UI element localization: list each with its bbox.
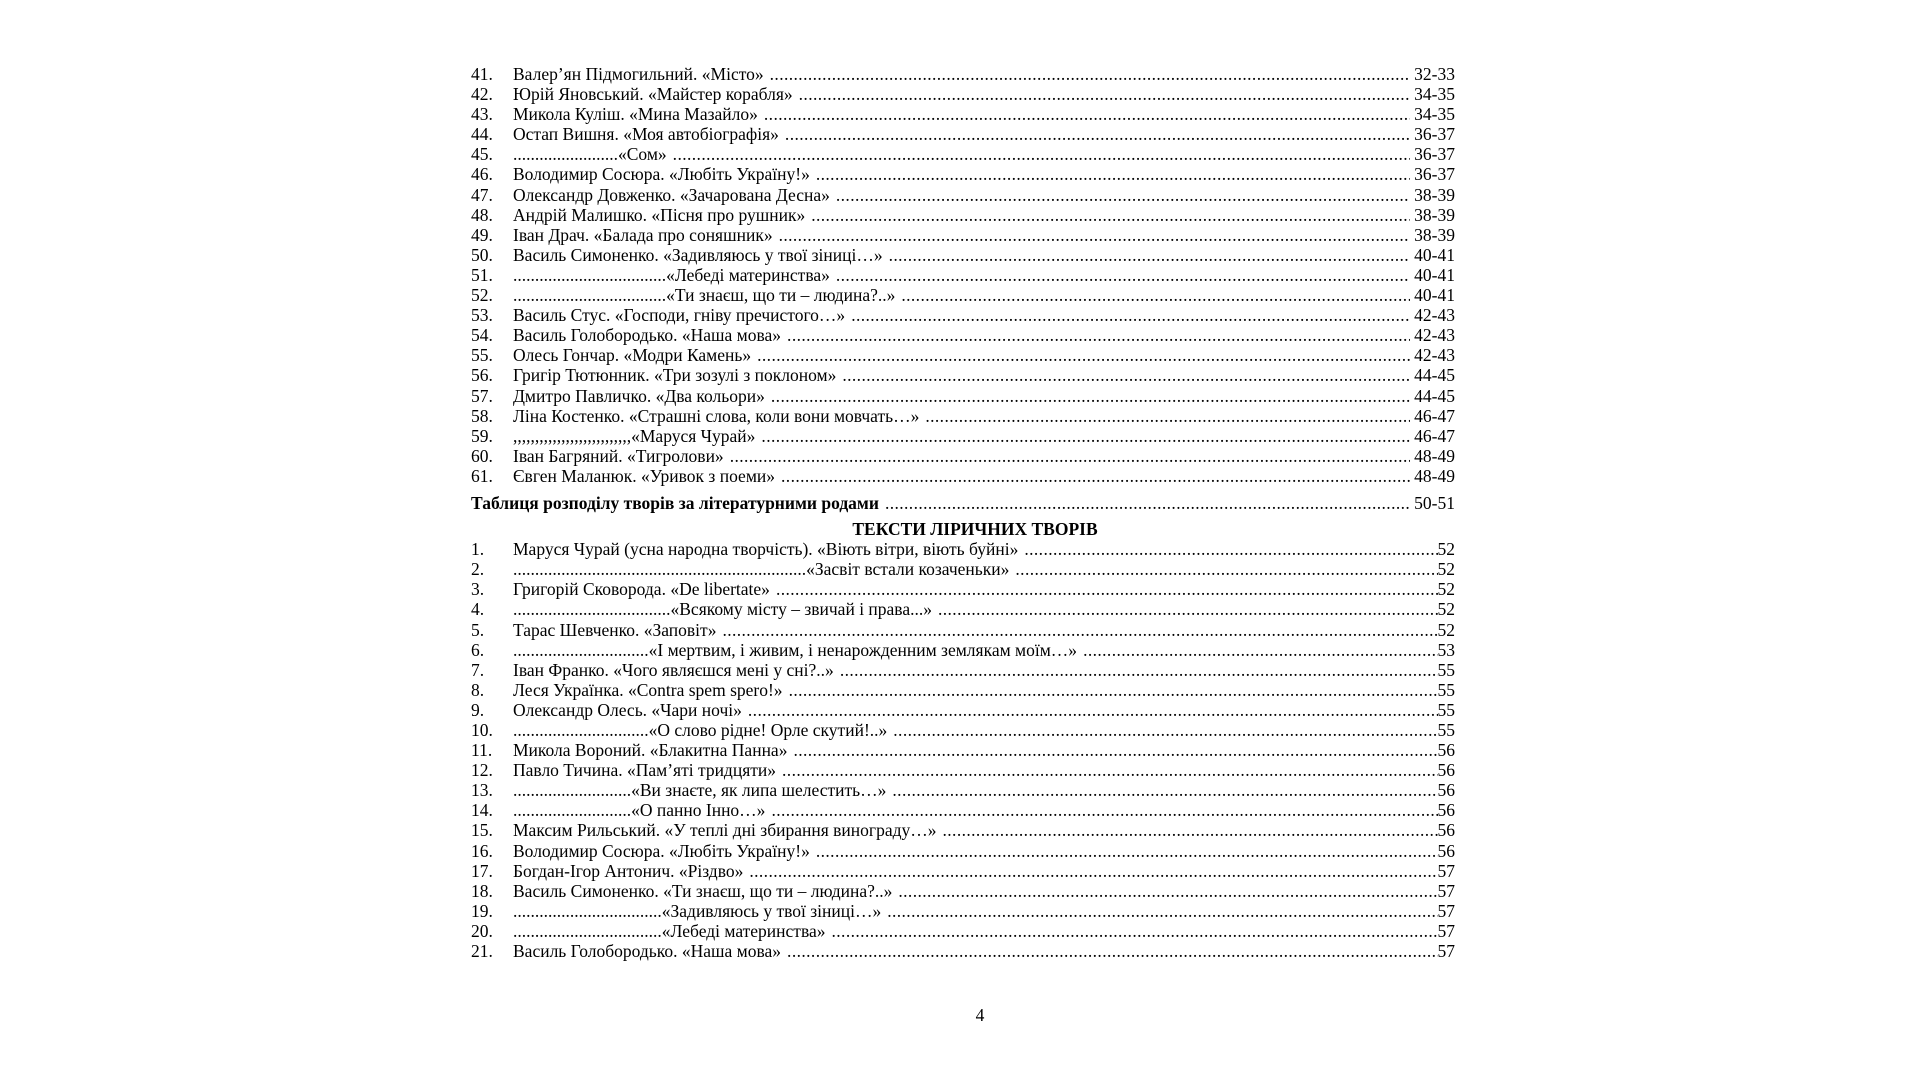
table-of-contents <box>471 64 1455 961</box>
toc-entry-title: Василь Симоненко. «Задивляюсь у твої зіниці…» <box>513 244 883 265</box>
dot-leader <box>722 620 1437 640</box>
toc-entry-title: Юрій Яновський. «Майстер корабля» <box>513 84 793 105</box>
dot-leader <box>901 285 1410 305</box>
toc-entry <box>471 780 1455 800</box>
toc-entry-number: 44. <box>471 124 493 145</box>
toc-entry-page: 44-45 <box>1414 385 1455 406</box>
toc-entry-title: ..................................«Лебеді материнства» <box>513 920 826 941</box>
toc-entry-title: Валер’ян Підмогильний. «Місто» <box>513 64 764 84</box>
toc-entry-number: 8. <box>471 679 485 700</box>
dot-leader <box>749 861 1437 881</box>
toc-entry <box>471 861 1455 881</box>
toc-entry-number: 16. <box>471 840 493 861</box>
toc-entry-title: Олександр Довженко. «Зачарована Десна» <box>513 184 830 205</box>
toc-entry-number: 48. <box>471 204 493 225</box>
toc-entry-number: 12. <box>471 760 493 781</box>
toc-entry-page: 48-49 <box>1414 465 1455 486</box>
dot-leader <box>799 84 1411 104</box>
toc-entry-page: 40-41 <box>1414 264 1455 285</box>
dot-leader <box>771 386 1410 406</box>
toc-entry-number: 11. <box>471 740 493 761</box>
toc-entry-page: 53 <box>1437 639 1455 660</box>
toc-entry-page: 57 <box>1437 941 1455 962</box>
toc-entry <box>471 104 1455 124</box>
toc-entry-title: Григорій Сковорода. «De libertate» <box>513 579 770 600</box>
dot-leader <box>892 780 1437 800</box>
toc-entry <box>471 325 1455 345</box>
toc-entry-number: 5. <box>471 619 485 640</box>
toc-entry <box>471 599 1455 619</box>
toc-entry <box>471 406 1455 426</box>
toc-entry-title: ........................«Сом» <box>513 144 667 165</box>
toc-entry <box>471 680 1455 700</box>
toc-entry-number: 45. <box>471 144 493 165</box>
toc-entry-page: 38-39 <box>1414 184 1455 205</box>
toc-entry-page: 32-33 <box>1414 64 1455 84</box>
toc-entry <box>471 205 1455 225</box>
toc-entry-page: 55 <box>1437 720 1455 740</box>
toc-entry-page: 42-43 <box>1414 325 1455 346</box>
dot-leader <box>840 660 1438 680</box>
toc-entry-page: 56 <box>1437 800 1455 821</box>
toc-entry-title: ....................................«Всякому місту – звичай і права...» <box>513 599 932 620</box>
toc-entry-number: 9. <box>471 699 485 720</box>
toc-entry-page: 55 <box>1437 679 1455 700</box>
dot-leader <box>770 64 1411 84</box>
toc-entry-page: 57 <box>1437 880 1455 901</box>
toc-entry-number: 10. <box>471 720 493 740</box>
toc-entry <box>471 740 1455 760</box>
toc-entry-title: ...............................«І мертвим, і живим, і ненарожденним землякам моїм…» <box>513 639 1078 660</box>
toc-entry <box>471 164 1455 184</box>
toc-summary-entry <box>471 493 1455 513</box>
toc-entry-number: 61. <box>471 465 493 486</box>
dot-leader <box>836 185 1410 205</box>
toc-entry-page: 52 <box>1437 579 1455 600</box>
toc-entry <box>471 265 1455 285</box>
toc-entry-number: 17. <box>471 860 493 881</box>
toc-entry-page: 56 <box>1437 760 1455 781</box>
toc-entry-number: 41. <box>471 64 493 84</box>
toc-entry <box>471 760 1455 780</box>
toc-entry <box>471 820 1455 840</box>
dot-leader <box>785 124 1410 144</box>
toc-entry <box>471 640 1455 660</box>
toc-entry-title: Богдан-Ігор Антонич. «Різдво» <box>513 860 744 881</box>
toc-entry-page: 48-49 <box>1414 445 1455 466</box>
dot-leader <box>889 245 1411 265</box>
toc-entry-title: Василь Голобородько. «Наша мова» <box>513 325 782 346</box>
toc-entry-page: 36-37 <box>1414 164 1455 185</box>
dot-leader <box>779 225 1411 245</box>
dot-leader <box>898 881 1437 901</box>
toc-entry <box>471 700 1455 720</box>
toc-entry <box>471 185 1455 205</box>
toc-entry-number: 51. <box>471 264 493 285</box>
toc-entry <box>471 579 1455 599</box>
toc-entry-title: Микола Куліш. «Мина Мазайло» <box>513 104 758 125</box>
dot-leader <box>832 921 1438 941</box>
toc-entry-page: 52 <box>1437 539 1455 560</box>
toc-entry-number: 49. <box>471 224 493 245</box>
toc-entry-title: Павло Тичина. «Пам’яті тридцяти» <box>513 760 777 781</box>
toc-entry-number: 6. <box>471 639 485 660</box>
toc-entry <box>471 245 1455 265</box>
toc-entry <box>471 144 1455 164</box>
toc-entry-title: Дмитро Павличко. «Два кольори» <box>513 385 765 406</box>
toc-entry-title: Володимир Сосюра. «Любіть Україну!» <box>513 164 810 185</box>
toc-entry-page: 57 <box>1437 900 1455 921</box>
toc-entry-page: 50-51 <box>1414 492 1455 513</box>
toc-entry-title: ...................................................................«Засвіт встали козаченьки» <box>513 559 1010 580</box>
dot-leader <box>925 406 1410 426</box>
toc-entry-number: 13. <box>471 780 493 801</box>
toc-entry-title: Микола Вороний. «Блакитна Панна» <box>513 740 788 761</box>
dot-leader <box>782 760 1437 780</box>
toc-entry-title: ...........................«О панно Інно…» <box>513 800 766 821</box>
dot-leader <box>1083 640 1437 660</box>
toc-entry-page: 34-35 <box>1414 84 1455 105</box>
toc-entry-number: 43. <box>471 104 493 125</box>
dot-leader <box>764 104 1410 124</box>
toc-entry-title: Олесь Гончар. «Модри Камень» <box>513 345 752 366</box>
toc-entry <box>471 720 1455 740</box>
toc-entry-title: Таблиця розподілу творів за літературними родами <box>471 492 879 513</box>
toc-entry-page: 52 <box>1437 599 1455 620</box>
toc-entry-number: 55. <box>471 345 493 366</box>
dot-leader <box>836 265 1410 285</box>
toc-entry-number: 19. <box>471 900 493 921</box>
toc-entry-title: Андрій Малишко. «Пісня про рушник» <box>513 204 806 225</box>
dot-leader <box>887 901 1437 921</box>
toc-entry-title: ...............................«О слово рідне! Орле скутий!..» <box>513 720 888 740</box>
toc-entry <box>471 285 1455 305</box>
toc-entry-page: 38-39 <box>1414 204 1455 225</box>
toc-entry-page: 57 <box>1437 860 1455 881</box>
toc-entry-number: 7. <box>471 659 485 680</box>
toc-entry <box>471 559 1455 579</box>
toc-entry <box>471 921 1455 941</box>
toc-entry-page: 56 <box>1437 840 1455 861</box>
toc-entry-page: 46-47 <box>1414 425 1455 446</box>
dot-leader <box>761 426 1410 446</box>
dot-leader <box>851 305 1410 325</box>
toc-entry-title: Тарас Шевченко. «Заповіт» <box>513 619 717 640</box>
dot-leader <box>787 325 1410 345</box>
toc-entry <box>471 84 1455 104</box>
toc-entry-page: 56 <box>1437 820 1455 841</box>
toc-entry-title: Іван Драч. «Балада про соняшник» <box>513 224 773 245</box>
toc-entry <box>471 901 1455 921</box>
toc-section-lyrics <box>471 539 1455 961</box>
dot-leader <box>842 365 1410 385</box>
toc-entry <box>471 466 1455 486</box>
toc-entry-number: 21. <box>471 941 493 962</box>
toc-entry <box>471 365 1455 385</box>
dot-leader <box>1015 559 1437 579</box>
toc-entry-title: ..................................«Задивляюсь у твої зіниці…» <box>513 900 882 921</box>
toc-entry-number: 14. <box>471 800 493 821</box>
toc-entry-title: Ліна Костенко. «Страшні слова, коли вони мовчать…» <box>513 405 920 426</box>
toc-entry <box>471 620 1455 640</box>
toc-entry-title: Євген Маланюк. «Уривок з поеми» <box>513 465 776 486</box>
page-number: 4 <box>975 1005 985 1025</box>
toc-entry <box>471 386 1455 406</box>
toc-entry <box>471 881 1455 901</box>
dot-leader <box>938 599 1438 619</box>
toc-entry-title: Максим Рильський. «У теплі дні збирання винограду…» <box>513 820 937 841</box>
toc-entry-title: ...................................«Лебеді материнства» <box>513 264 830 285</box>
dot-leader <box>781 466 1410 486</box>
toc-entry-page: 36-37 <box>1414 144 1455 165</box>
toc-entry-page: 44-45 <box>1414 365 1455 386</box>
toc-entry-page: 46-47 <box>1414 405 1455 426</box>
toc-entry-page: 36-37 <box>1414 124 1455 145</box>
toc-entry-title: Іван Багряний. «Тигролови» <box>513 445 724 466</box>
toc-entry <box>471 124 1455 144</box>
toc-entry <box>471 539 1455 559</box>
toc-entry-number: 15. <box>471 820 493 841</box>
dot-leader <box>787 941 1437 961</box>
toc-entry-number: 50. <box>471 244 493 265</box>
toc-entry <box>471 841 1455 861</box>
dot-leader <box>789 680 1438 700</box>
dot-leader <box>748 700 1438 720</box>
toc-entry <box>471 446 1455 466</box>
toc-entry-page: 40-41 <box>1414 285 1455 306</box>
toc-entry <box>471 345 1455 365</box>
toc-entry-title: ...................................«Ти знаєш, що ти – людина?..» <box>513 285 896 306</box>
toc-entry-title: Василь Стус. «Господи, гніву пречистого…» <box>513 305 846 326</box>
toc-entry <box>471 64 1455 84</box>
toc-entry-number: 4. <box>471 599 485 620</box>
toc-entry-page: 52 <box>1437 619 1455 640</box>
toc-entry <box>471 660 1455 680</box>
toc-entry-page: 55 <box>1437 699 1455 720</box>
toc-entry-title: Василь Симоненко. «Ти знаєш, що ти – людина?..» <box>513 880 893 901</box>
toc-entry-number: 54. <box>471 325 493 346</box>
toc-entry-title: Іван Франко. «Чого являєшся мені у сні?..» <box>513 659 834 680</box>
toc-entry-page: 57 <box>1437 920 1455 941</box>
toc-entry-number: 1. <box>471 539 485 560</box>
toc-entry-number: 18. <box>471 880 493 901</box>
toc-entry-page: 52 <box>1437 559 1455 580</box>
toc-entry-number: 56. <box>471 365 493 386</box>
toc-entry-page: 56 <box>1437 780 1455 801</box>
toc-section-works <box>471 64 1455 486</box>
toc-entry-number: 2. <box>471 559 485 580</box>
toc-entry <box>471 941 1455 961</box>
toc-entry-number: 57. <box>471 385 493 406</box>
dot-leader <box>793 740 1437 760</box>
dot-leader <box>673 144 1411 164</box>
dot-leader <box>816 841 1438 861</box>
dot-leader <box>811 205 1410 225</box>
toc-entry <box>471 305 1455 325</box>
toc-entry-title: Маруся Чурай (усна народна творчість). «Віють вітри, віють буйні» <box>513 539 1019 560</box>
toc-entry-title: Григір Тютюнник. «Три зозулі з поклоном» <box>513 365 837 386</box>
toc-entry-number: 47. <box>471 184 493 205</box>
toc-entry-number: 3. <box>471 579 485 600</box>
toc-entry-page: 56 <box>1437 740 1455 761</box>
toc-entry-title: Остап Вишня. «Моя автобіографія» <box>513 124 779 145</box>
dot-leader <box>885 493 1410 513</box>
dot-leader <box>776 579 1438 599</box>
toc-entry-number: 58. <box>471 405 493 426</box>
toc-entry-page: 42-43 <box>1414 345 1455 366</box>
toc-entry-title: Володимир Сосюра. «Любіть Україну!» <box>513 840 810 861</box>
toc-entry <box>471 800 1455 820</box>
toc-entry-page: 38-39 <box>1414 224 1455 245</box>
toc-entry-title: Олександр Олесь. «Чари ночі» <box>513 699 742 720</box>
toc-entry-number: 46. <box>471 164 493 185</box>
toc-entry-page: 34-35 <box>1414 104 1455 125</box>
toc-entry-page: 40-41 <box>1414 244 1455 265</box>
section-heading: ТЕКСТИ ЛІРИЧНИХ ТВОРІВ <box>852 519 1098 540</box>
toc-entry-number: 52. <box>471 285 493 306</box>
toc-entry <box>471 225 1455 245</box>
dot-leader <box>816 164 1410 184</box>
dot-leader <box>730 446 1410 466</box>
dot-leader <box>757 345 1410 365</box>
toc-entry-number: 42. <box>471 84 493 105</box>
toc-entry-number: 59. <box>471 425 493 446</box>
toc-entry <box>471 426 1455 446</box>
dot-leader <box>771 800 1437 820</box>
toc-entry-number: 53. <box>471 305 493 326</box>
toc-entry-title: ...........................«Ви знаєте, як липа шелестить…» <box>513 780 887 801</box>
toc-entry-page: 42-43 <box>1414 305 1455 326</box>
toc-entry-number: 20. <box>471 920 493 941</box>
dot-leader <box>943 820 1438 840</box>
toc-entry-title: ,,,,,,,,,,,,,,,,,,,,,,,,,,,«Маруся Чурай» <box>513 425 756 446</box>
dot-leader <box>893 720 1437 740</box>
dot-leader <box>1024 539 1437 559</box>
toc-entry-title: Леся Українка. «Contra spem spero!» <box>513 679 783 700</box>
toc-entry-number: 60. <box>471 445 493 466</box>
toc-entry-page: 55 <box>1437 659 1455 680</box>
toc-entry-title: Василь Голобородько. «Наша мова» <box>513 941 782 962</box>
